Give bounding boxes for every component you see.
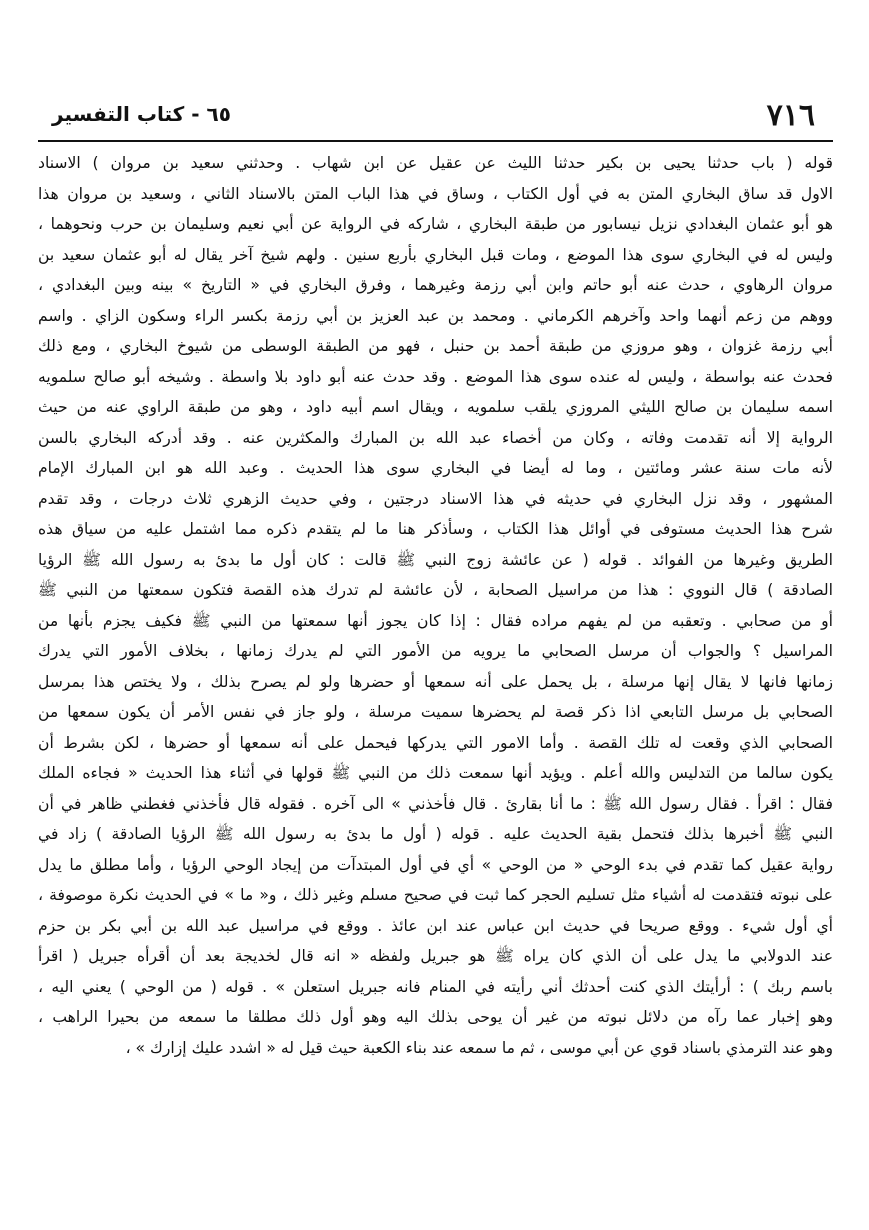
text-line: أي أول شيء . ووقع صريحا في حديث ابن عباس عند ابن عائذ . ووقع في مراسيل عبد الله بن أبي بكر بن حزم [38, 916, 833, 935]
text-line: الصحابي بل مرسل التابعي اذا ذكر قصة لم يحضرها سميت مرسلة ، ولو جاز في نفس الأمر أن يكون سمعها من [38, 703, 833, 721]
running-head: ٦٥ - كتاب التفسير [52, 102, 231, 126]
text-line: شرح هذا الحديث مستوفى في أوائل هذا الكتاب ، وسأذكر هنا ما لم يتقدم ذكره مما اشتمل عليه من سياق هذه [38, 520, 833, 538]
text-line: المشهور ، وقد نزل البخاري في حديثه في هذا الاسناد درجتين ، وفي حديث الزهري ثلاث درجات ، وقد تقدم [38, 489, 833, 508]
text-line: وهو إخبار عما رآه من دلائل نبوته من غير أن يوحى بذلك اليه وهو أول ذلك مطلقا ما سمعه من بحيرا الراهب ، [38, 1008, 833, 1026]
book-page [38, 96, 833, 1196]
text-line: الصادقة ) قال النووي : هذا من مراسيل الصحابة ، لأن عائشة لم تدرك هذه القصة فتكون سمعتها من النبي ﷺ [38, 581, 833, 599]
text-line: الطريق وغيرها من الفوائد . قوله ( عن عائشة زوج النبي ﷺ قالت : كان أول ما بدئ به رسول الله ﷺ الرؤيا [38, 550, 833, 569]
text-line: أو من صحابي . وتعقبه من لم يفهم مراده فقال : إذا كان يجوز أنها سمعتها من النبي ﷺ فكيف يجزم بأنها من [38, 611, 833, 630]
text-line: وهو عند الترمذي باسناد قوي عن أبي موسى ، ثم ما سمعه عند بناء الكعبة حيث قيل له « اشدد عليك إزارك » ، [125, 1038, 833, 1057]
text-line: زمانها فانها لا يقال إنها مرسلة ، بل يحمل على أنه سمعها أو حضرها ولو لم يصرح بذلك ، ولا يختص هذا بمرسل [38, 672, 833, 691]
page-number: ٧١٦ [766, 98, 815, 133]
text-line: المراسيل ؟ والجواب أن مرسل الصحابي ما يرويه من الأمور التي لم يدرك زمانها ، بخلاف الأمور التي يدرك [38, 642, 833, 660]
text-line: الرواية إلا أنه تقدمت وفاته ، وكان من أخصاء عبد الله بن المبارك والمكثرين عنه . وقد أدركه البخاري بالسن [38, 428, 833, 447]
text-line: ووهم من زعم أنهما واحد وآخرهم الكرماني . ومحمد بن عبد العزيز بن أبي رزمة بكسر الراء وسكون الزاي . واسم [38, 306, 833, 325]
text-line: على نبوته فتقدمت له أشياء مثل تسليم الحجر كما ثبت في صحيح مسلم وغير ذلك ، و« ما » في الحديث نكرة موصوفة ، [38, 886, 833, 904]
text-line: باسم ربك ) : أرأيتك الذي كنت أحدثك أني رأيته في المنام فانه جبريل استعلن » . قوله ( من الوحي ) يعني اليه ، [38, 977, 833, 996]
header-rule [38, 140, 833, 142]
body-text [38, 148, 833, 1063]
text-line: أبي رزمة غزوان ، وهو مروزي من طبقة أحمد بن حنبل ، فهو من الطبقة الوسطى من شيوخ البخاري ، ومع ذلك [38, 337, 833, 355]
text-line: يكون سالما من التدليس والله أعلم . ويؤيد أنها سمعت ذلك من النبي ﷺ قولها في أثناء هذا الحديث « فجاءه الملك [38, 764, 833, 782]
text-line: فحدث عنه بواسطة ، وليس له عنده سوى هذا الموضع . وقد حدث عنه أبو داود بلا واسطة . وشيخه أبو صالح سلمويه [38, 367, 833, 386]
text-line: قوله ( باب حدثنا يحيى بن بكير حدثنا الليث عن عقيل عن ابن شهاب . وحدثني سعيد بن مروان ) الاسناد [38, 154, 833, 172]
text-line: لأنه مات سنة عشر ومائتين ، وما له أيضا في البخاري سوى هذا الحديث . وعبد الله هو ابن المبارك الإمام [38, 459, 833, 477]
text-line: رواية عقيل كما تقدم في بدء الوحي « من الوحي » أي في أول المبتدآت من إيجاد الوحي الرؤيا ، وأما مطلق ما يدل [38, 855, 833, 874]
text-line: النبي ﷺ أخبرها بذلك فتحمل بقية الحديث عليه . قوله ( أول ما بدئ به رسول الله ﷺ الرؤيا الصادقة ) زاد في [38, 825, 833, 843]
text-line: الاول قد ساق البخاري المتن به في أول الكتاب ، وساق في هذا الباب المتن بالاسناد الثاني ، وسعيد بن مروان هذا [38, 184, 833, 203]
text-line: هو أبو عثمان البغدادي نزيل نيسابور من طبقة البخاري ، شاركه في الرواية عن أبي نعيم وسليمان بن حرب ونحوهما ، [38, 215, 833, 233]
text-line: اسمه سليمان بن صالح الليثي المروزي يلقب سلمويه ، ويقال اسم أبيه داود ، وهو من طبقة الراوي عنه من حيث [38, 398, 833, 416]
text-line: مروان الرهاوي ، حدث عنه أبو حاتم وابن أبي رزمة وغيرهما ، وفرق البخاري في « التاريخ » بينه وبين البغدادي ، [38, 276, 833, 294]
text-line: فقال : اقرأ . فقال رسول الله ﷺ : ما أنا بقارئ . قال فأخذني » الى آخره . فقوله قال فأخذني فغطني ظاهر في أن [38, 794, 833, 813]
page-header [38, 96, 833, 136]
text-line: الصحابي الذي وقعت له تلك القصة . وأما الامور التي يدركها فيحمل على أنه سمعها أو حضرها ، لكن بشرط أن [38, 733, 833, 752]
text-line: عند الدولابي ما يدل على أن الذي كان يراه ﷺ هو جبريل ولفظه « انه قال لخديجة بعد أن أقرأه جبريل ( اقرأ [38, 947, 833, 965]
text-line: وليس له في البخاري سوى هذا الموضع ، ومات قبل البخاري بأربع سنين . ولهم شيخ آخر يقال له أبو عثمان سعيد بن [38, 245, 833, 264]
